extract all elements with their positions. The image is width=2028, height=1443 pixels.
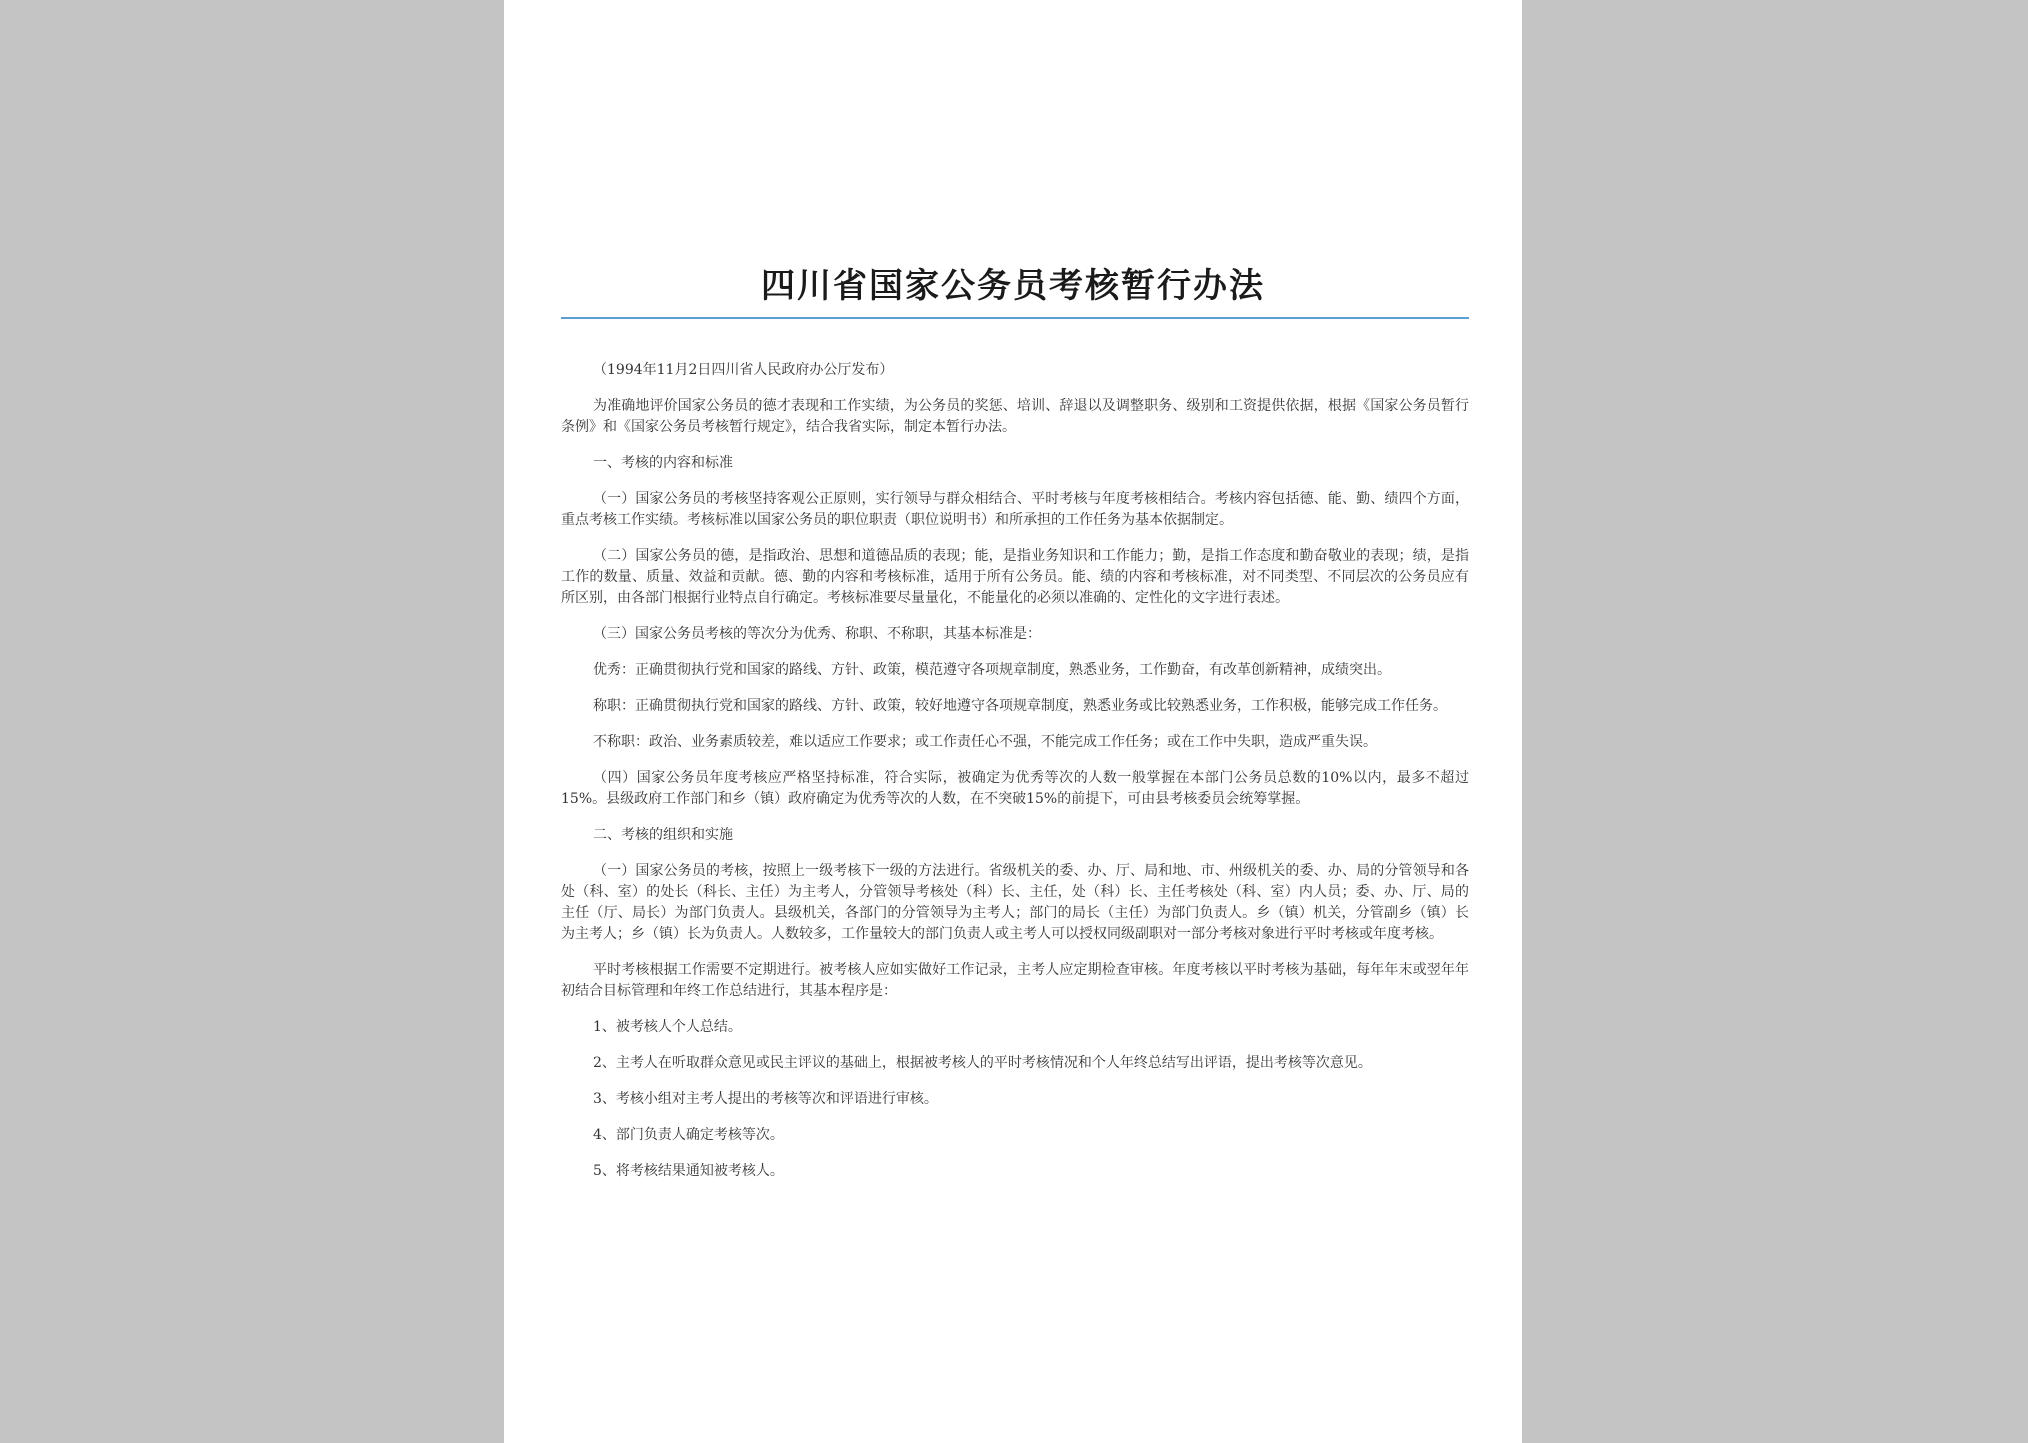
- procedure-step-4: 4、部门负责人确定考核等次。: [593, 1127, 784, 1143]
- procedure-step-1: 1、被考核人个人总结。: [593, 1019, 742, 1035]
- publication-note: （1994年11月2日四川省人民政府办公厅发布）: [593, 362, 894, 378]
- preamble-paragraph: 为准确地评价国家公务员的德才表现和工作实绩，为公务员的奖惩、培训、辞退以及调整职务、级别和工资提供依据，根据《国家公务员暂行条例》和《国家公务员考核暂行规定》，结合我省实际，制定本暂行办法。: [561, 398, 1469, 435]
- section-heading-1: 一、考核的内容和标准: [593, 455, 733, 471]
- paragraph-2-2: 平时考核根据工作需要不定期进行。被考核人应如实做好工作记录，主考人应定期检查审核。年度考核以平时考核为基础，每年年末或翌年年初结合目标管理和年终工作总结进行，其基本程序是：: [561, 962, 1469, 999]
- document-title: 四川省国家公务员考核暂行办法: [761, 266, 1265, 306]
- paragraph-1-1: （一）国家公务员的考核坚持客观公正原则，实行领导与群众相结合、平时考核与年度考核相结合。考核内容包括德、能、勤、绩四个方面，重点考核工作实绩。考核标准以国家公务员的职位职责（职位说明书）和所承担的工作任务为基本依据制定。: [561, 491, 1469, 528]
- paragraph-2-1: （一）国家公务员的考核，按照上一级考核下一级的方法进行。省级机关的委、办、厅、局和地、市、州级机关的委、办、局的分管领导和各处（科、室）的处长（科长、主任）为主考人，分管领导考核处（科）长、主任，处（科）长、主任考核处（科、室）内人员；委、办、厅、局的主任（厅、局长）为部门负责人。县级机关，各部门的分管领导为主考人；部门的局长（主任）为部门负责人。乡（镇）机关，分管副乡（镇）长为主考人；乡（镇）长为负责人。人数较多，工作量较大的部门负责人或主考人可以授权同级副职对一部分考核对象进行平时考核或年度考核。: [561, 863, 1469, 942]
- paragraph-1-4: （四）国家公务员年度考核应严格坚持标准，符合实际，被确定为优秀等次的人数一般掌握在本部门公务员总数的10%以内，最多不超过15%。县级政府工作部门和乡（镇）政府确定为优秀等次的人数，在不突破15%的前提下，可由县考核委员会统筹掌握。: [561, 770, 1469, 807]
- document-body: [561, 360, 1469, 1197]
- grade-competent: 称职：正确贯彻执行党和国家的路线、方针、政策，较好地遵守各项规章制度，熟悉业务或比较熟悉业务，工作积极，能够完成工作任务。: [593, 698, 1447, 714]
- procedure-step-5: 5、将考核结果通知被考核人。: [593, 1163, 784, 1179]
- procedure-step-3: 3、考核小组对主考人提出的考核等次和评语进行审核。: [593, 1091, 938, 1107]
- paragraph-1-3: （三）国家公务员考核的等次分为优秀、称职、不称职，其基本标准是：: [593, 626, 1041, 642]
- grade-excellent: 优秀：正确贯彻执行党和国家的路线、方针、政策，模范遵守各项规章制度，熟悉业务，工作勤奋，有改革创新精神，成绩突出。: [593, 662, 1391, 678]
- grade-incompetent: 不称职：政治、业务素质较差，难以适应工作要求；或工作责任心不强，不能完成工作任务；或在工作中失职，造成严重失误。: [593, 734, 1377, 750]
- section-heading-2: 二、考核的组织和实施: [593, 827, 733, 843]
- procedure-step-2: 2、主考人在听取群众意见或民主评议的基础上，根据被考核人的平时考核情况和个人年终总结写出评语，提出考核等次意见。: [593, 1055, 1372, 1071]
- paragraph-1-2: （二）国家公务员的德，是指政治、思想和道德品质的表现；能，是指业务知识和工作能力；勤，是指工作态度和勤奋敬业的表现；绩，是指工作的数量、质量、效益和贡献。德、勤的内容和考核标准，适用于所有公务员。能、绩的内容和考核标准，对不同类型、不同层次的公务员应有所区别，由各部门根据行业特点自行确定。考核标准要尽量量化，不能量化的必须以准确的、定性化的文字进行表述。: [561, 548, 1469, 606]
- document-page: [504, 0, 1522, 1443]
- title-underline: [561, 317, 1469, 319]
